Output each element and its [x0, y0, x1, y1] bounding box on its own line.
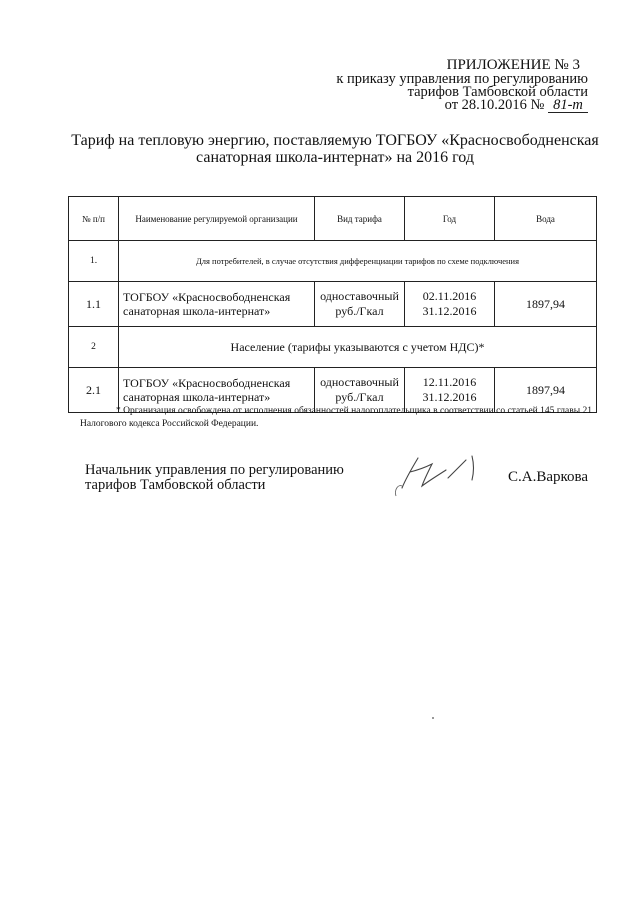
tariff-table	[68, 196, 597, 413]
period-end: 31.12.2016	[422, 304, 477, 318]
signatory-position	[85, 463, 385, 493]
row-num: 1.1	[69, 282, 119, 327]
document-title: Тариф на тепловую энергию, поставляемую ТОГБОУ «Красносвободненская санаторная школа-интернат» на 2016 год	[71, 132, 599, 166]
header-year: Год	[405, 197, 495, 241]
appendix-date-line	[268, 99, 588, 113]
tariff-value: 1897,94	[495, 368, 597, 413]
appendix-title: ПРИЛОЖЕНИЕ № 3	[446, 57, 580, 73]
appendix-date: от 28.10.2016 №	[444, 97, 545, 113]
header-num: № п/п	[69, 197, 119, 241]
position-line-2: тарифов Тамбовской области	[85, 477, 266, 493]
footnote: * Организация освобождена от исполнения обязанностей налогоплательщика в соответствии со статьей 145 главы 21 Налогового кодекса Российской Федерации.	[80, 406, 592, 429]
appendix-header	[268, 59, 588, 113]
signatory-name: С.А.Варкова	[508, 469, 589, 485]
organization-name: ТОГБОУ «Красносвободненская санаторная школа-интернат»	[119, 368, 315, 413]
period-start: 02.11.2016	[422, 289, 477, 303]
table-row-group	[69, 241, 597, 282]
table-row-group	[69, 327, 597, 368]
row-num: 1.	[69, 241, 119, 282]
group-title: Население (тарифы указываются с учетом НДС)*	[119, 327, 597, 368]
header-tariff-type: Вид тарифа	[315, 197, 405, 241]
table-row	[69, 282, 597, 327]
header-organization: Наименование регулируемой организации	[119, 197, 315, 241]
tariff-value: 1897,94	[495, 282, 597, 327]
period-end: 31.12.2016	[422, 390, 477, 404]
header-water: Вода	[495, 197, 597, 241]
tariff-type: одноставочный руб./Гкал	[315, 282, 405, 327]
handwritten-signature	[388, 450, 498, 500]
period	[405, 282, 495, 327]
appendix-line-authority: тарифов Тамбовской области	[407, 84, 588, 100]
row-num: 2.1	[69, 368, 119, 413]
row-num: 2	[69, 327, 119, 368]
position-line-1: Начальник управления по регулированию	[85, 462, 344, 478]
table-header-row	[69, 197, 597, 241]
scan-speck	[432, 717, 434, 719]
group-title: Для потребителей, в случае отсутствия дифференциации тарифов по схеме подключения	[119, 241, 597, 282]
tariff-type: одноставочный руб./Гкал	[315, 368, 405, 413]
period-start: 12.11.2016	[422, 375, 477, 389]
appendix-line-order: к приказу управления по регулированию	[336, 71, 588, 87]
order-number: 81-т	[548, 99, 588, 113]
organization-name: ТОГБОУ «Красносвободненская санаторная школа-интернат»	[119, 282, 315, 327]
